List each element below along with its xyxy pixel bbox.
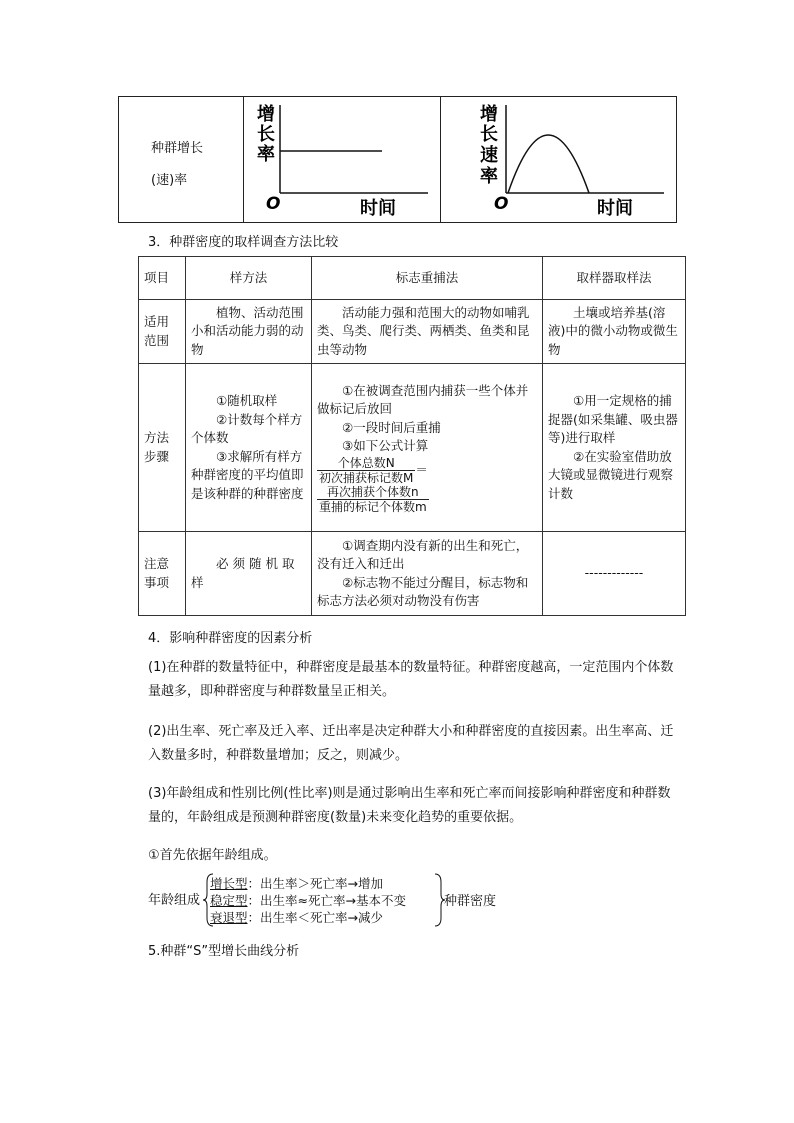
table-row-scope [139,300,686,364]
row-label-line2: (速)率 [151,173,188,188]
graph1-ylabel-2: 率 [257,144,275,165]
paragraph-3: (3)年龄组成和性别比例(性比率)则是通过影响出生率和死亡率而间接影响种群密度和种群数量的，年龄组成是预测种群密度(数量)未来变化趋势的重要依据。 [148,786,671,825]
growth-speed-graph [468,97,676,223]
paragraph-2: (2)出生率、死亡率及迁入率、迁出率是决定种群大小和种群密度的直接因素。出生率高、迁入数量多时，种群数量增加；反之，则减少。 [148,724,674,763]
paragraph-1: (1)在种群的数量特征中，种群密度是最基本的数量特征。种群密度越高，一定范围内个体数量越多，即种群密度与种群数量呈正相关。 [148,660,674,699]
age-type-stable [210,892,406,909]
formula [317,456,537,485]
paragraph-2-wrap [148,720,680,768]
quadrat-notes: 必须随机取样 [186,532,312,616]
row-label-steps: 方法步骤 [139,364,186,532]
header-sampler: 取样器取样法 [543,257,686,300]
sampling-methods-table [138,256,686,616]
age-type-stable-name: 稳定型 [210,893,248,908]
paragraph-4-wrap [148,844,680,868]
age-type-growth-name: 增长型 [210,876,248,891]
section4-title: 4．影响种群密度的因素分析 [148,631,313,646]
formula-left [317,456,415,485]
formula-right-denominator: 重捕的标记个体数m [319,499,427,514]
graph2-ylabel-0: 增 [480,104,498,125]
mark-step-2: ②一段时间后重捕 [342,419,441,435]
graph2-origin: O [494,194,509,214]
row-label-scope: 适用范围 [139,300,186,364]
graph1-ylabel-0: 增 [257,104,275,125]
row-label-line1: 种群增长 [151,141,204,156]
age-type-growth [210,875,406,892]
quadrat-step-3: ③求解所有样方种群密度的平均值即是该种群的种群密度 [191,448,304,501]
age-type-decline-name: 衰退型 [210,910,248,925]
graph2-ylabel-3: 率 [480,166,498,187]
mark-step-1: ①在被调查范围内捕获一些个体并做标记后放回 [317,382,529,416]
graph2-curve [508,135,589,193]
age-right-label: 种群密度 [444,894,497,909]
section3-title: 3．种群密度的取样调查方法比较 [148,235,339,250]
table-header-row [139,257,686,300]
formula-equals: ＝ [415,461,428,477]
header-quadrat: 样方法 [186,257,312,300]
formula-right [317,485,429,514]
header-mark-recapture: 标志重捕法 [312,257,543,300]
mark-steps [312,364,543,532]
graph1-xlabel: 时间 [360,198,396,219]
formula-left-denominator: 初次捕获标记数M [319,470,414,485]
age-left-label: 年龄组成 [148,893,201,908]
age-type-decline-relation: ：出生率＜死亡率→减少 [247,910,383,925]
sampler-steps [543,364,686,532]
quadrat-step-1: ①随机取样 [216,393,278,408]
formula-left-numerator: 个体总数N [317,456,415,471]
age-type-decline [210,909,406,926]
mark-scope: 活动能力强和范围大的动物如哺乳类、鸟类、爬行类、两栖类、鱼类和昆虫等动物 [312,300,543,364]
sampler-step-2: ②在实验室借助放大镜或显微镜进行观察计数 [548,448,674,501]
mark-note-2: ②标志物不能过分醒目，标志物和标志方法必须对动物没有伤害 [317,574,529,608]
row-label-notes: 注意事项 [139,532,186,616]
mark-notes [312,532,543,616]
paragraph-4: ①首先依据年龄组成。 [148,848,277,863]
graph1-origin: O [266,194,281,214]
sampler-scope: 土壤或培养基(溶液)中的微小动物或微生物 [543,300,686,364]
header-item: 项目 [139,257,186,300]
graph2-xlabel: 时间 [597,198,633,219]
analysis-paragraphs [148,656,680,704]
formula-right-wrap [317,485,537,514]
sampler-step-1: ①用一定规格的捕捉器(如采集罐、吸虫器等)进行取样 [548,393,678,445]
graph2-ylabel-1: 长 [480,124,498,145]
table-row-notes [139,532,686,616]
mark-step-3: ③如下公式计算 [342,438,429,453]
age-type-growth-relation: ：出生率＞死亡率→增加 [247,876,383,891]
table-row-steps [139,364,686,532]
graph2-ylabel-2: 速 [480,145,498,166]
growth-rate-graph [243,97,441,223]
age-type-stable-relation: ：出生率≈死亡率→基本不变 [247,893,406,908]
age-types [210,875,406,926]
paragraph-3-wrap [148,782,680,830]
mark-note-1: ①调查期内没有新的出生和死亡，没有迁入和迁出 [317,537,529,571]
quadrat-step-2: ②计数每个样方个体数 [191,411,303,445]
section5-title: 5.种群“S”型增长曲线分析 [148,944,300,959]
formula-right-numerator: 再次捕获个体数n [317,485,429,500]
quadrat-steps [186,364,312,532]
graph1-ylabel-1: 长 [257,124,275,145]
quadrat-scope: 植物、活动范围小和活动能力弱的动物 [186,300,312,364]
sampler-notes: ------------- [543,532,686,616]
